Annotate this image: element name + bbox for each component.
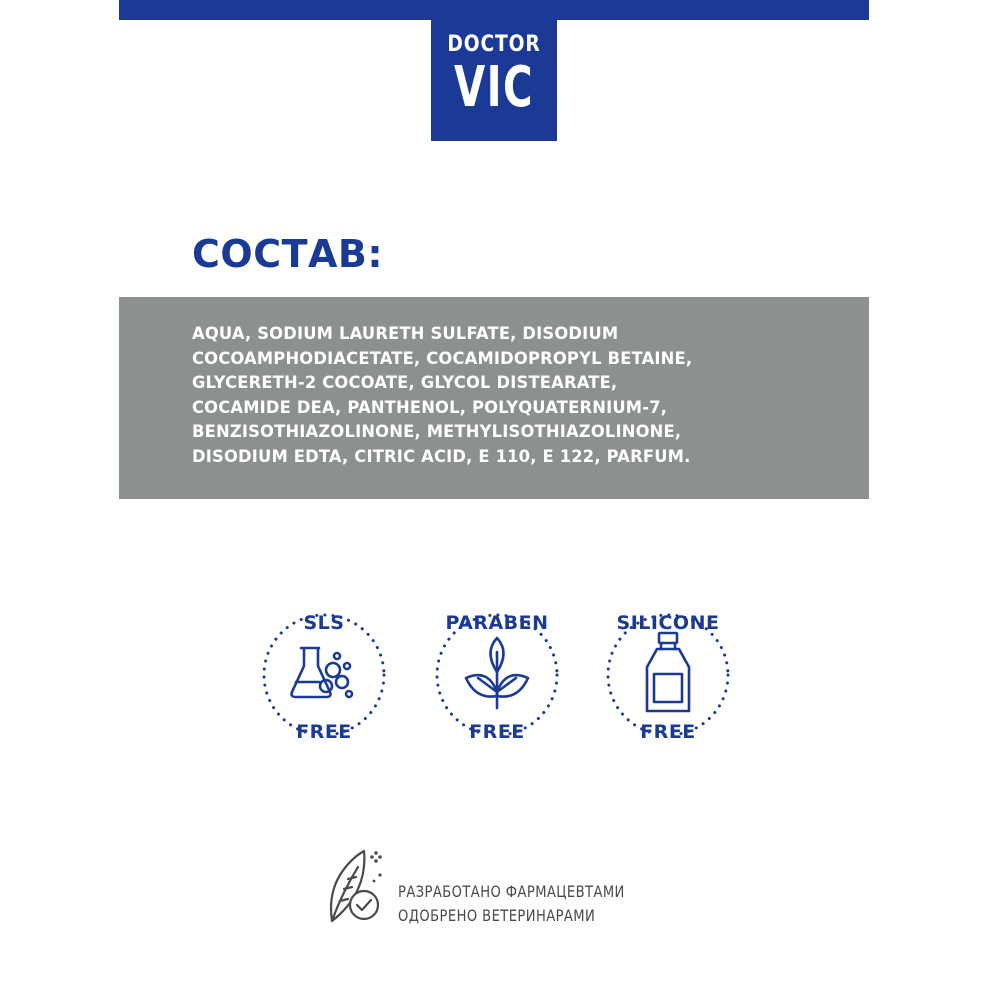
footer-claim: [398, 880, 625, 928]
badge-sls-free-label: FREE: [296, 721, 352, 743]
logo-line-vic: VIC: [453, 55, 535, 120]
footer-line-pharmacists: РАЗРАБОТАНО ФАРМАЦЕВТАМИ: [398, 882, 625, 901]
badge-silicone-free: [603, 600, 733, 750]
plant-leaves-icon: [466, 638, 528, 708]
badge-paraben-label: PARABEN: [445, 612, 549, 634]
flask-bubbles-icon: [292, 648, 353, 697]
composition-heading: СОСТАВ:: [192, 232, 384, 276]
badge-sls-label: SLS: [303, 612, 345, 634]
feather-check-icon: [318, 845, 386, 925]
footer-line-vets: ОДОБРЕНО ВЕТЕРИНАРАМИ: [398, 906, 596, 925]
brand-logo: [431, 0, 557, 141]
badge-silicone-label: SILICONE: [616, 612, 720, 634]
badge-silicone-free-label: FREE: [640, 721, 696, 743]
ingredients-panel: [119, 297, 869, 499]
logo-line-doctor: DOCTOR: [447, 32, 541, 57]
badge-paraben-free: [432, 600, 562, 750]
ingredients-list: AQUA, SODIUM LAURETH SULFATE, DISODIUM COCOAMPHODIACETATE, COCAMIDOPROPYL BETAINE, GLYCERETH-2 COCOATE, GLYCOL DISTEARATE, COCAMIDE DEA, PANTHENOL, POLYQUATERNIUM-7, BENZISOTHIAZOLINONE, METHYLISOTHIAZOLINONE, DISODIUM EDTA, CITRIC ACID, E 110, E 122, PARFUM.: [192, 324, 693, 467]
cream-tube-icon: [647, 633, 689, 711]
badge-sls-free: [259, 600, 389, 750]
badge-paraben-free-label: FREE: [469, 721, 525, 743]
